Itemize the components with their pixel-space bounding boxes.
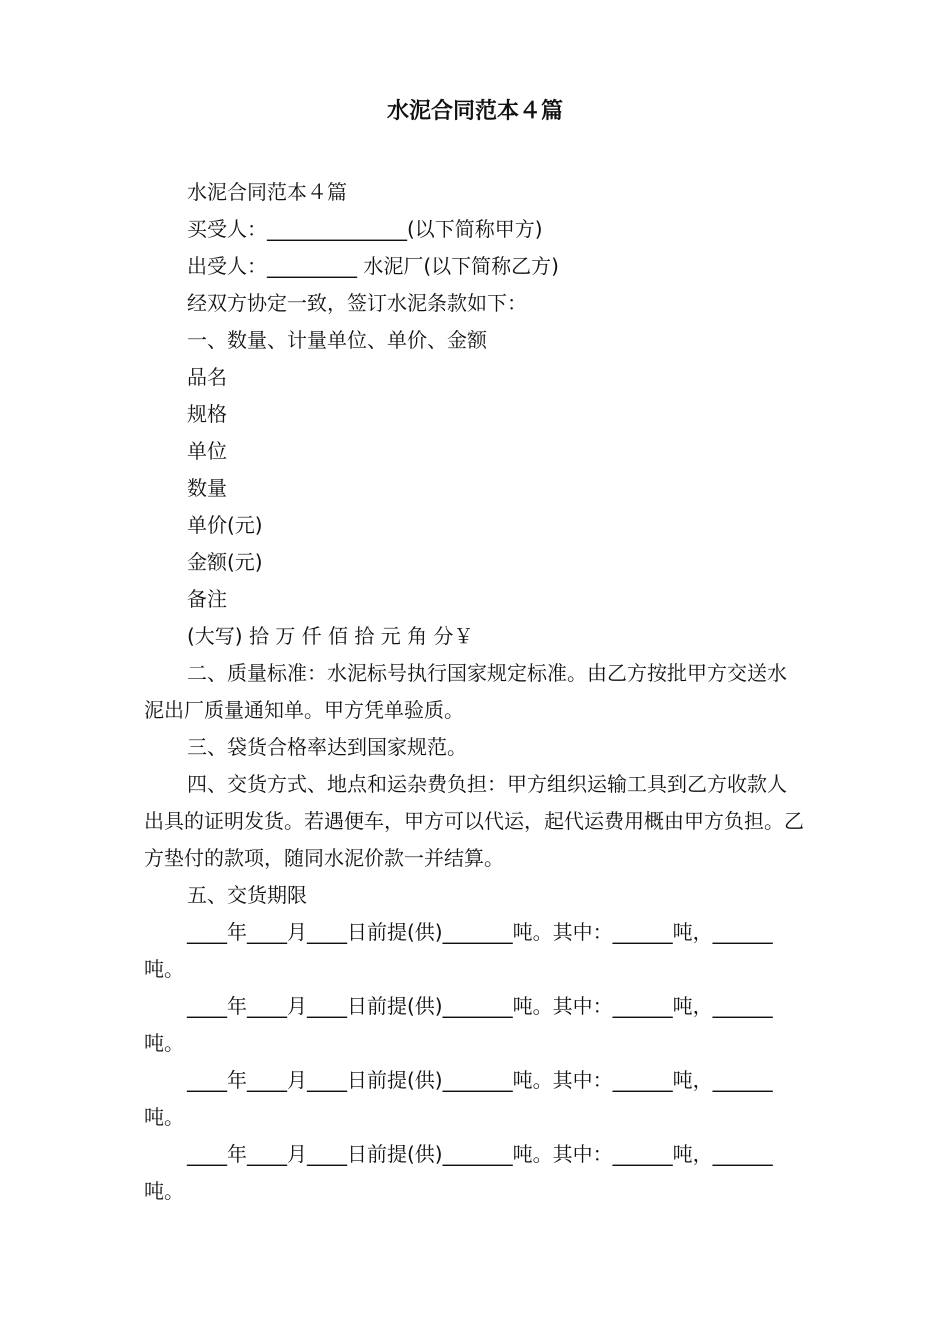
delivery-schedule-line: ____年____月____日前提(供)_______吨。其中：______吨，______吨。	[144, 1068, 773, 1129]
delivery-schedule-line: ____年____月____日前提(供)_______吨。其中：______吨，______吨。	[144, 920, 773, 981]
delivery-schedule-line: ____年____月____日前提(供)_______吨。其中：______吨，______吨。	[144, 994, 773, 1055]
delivery-schedule-line: ____年____月____日前提(供)_______吨。其中：______吨，______吨。	[144, 1142, 773, 1203]
field-quantity: 数量	[187, 476, 227, 500]
section-1-heading: 一、数量、计量单位、单价、金额	[187, 328, 487, 352]
field-unit-price: 单价(元)	[187, 513, 263, 537]
doc-subtitle: 水泥合同范本４篇	[187, 180, 347, 204]
field-unit: 单位	[187, 439, 227, 463]
field-remarks: 备注	[187, 587, 227, 611]
field-amount-in-words: (大写) 拾 万 仟 佰 拾 元 角 分￥	[187, 624, 474, 648]
section-2-quality: 二、质量标准：水泥标号执行国家规定标准。由乙方按批甲方交送水泥出厂质量通知单。甲方凭单验质。	[144, 661, 787, 722]
field-product-name: 品名	[187, 365, 227, 389]
buyer-line: 买受人：______________(以下简称甲方)	[187, 217, 543, 241]
section-4-delivery-method: 四、交货方式、地点和运杂费负担：甲方组织运输工具到乙方收款人出具的证明发货。若遇便车，甲方可以代运，起代运费用概由甲方负担。乙方垫付的款项，随同水泥价款一并结算。	[144, 772, 804, 870]
seller-line: 出受人：_________ 水泥厂(以下简称乙方)	[187, 254, 559, 278]
section-5-heading: 五、交货期限	[187, 883, 307, 907]
field-amount: 金额(元)	[187, 550, 263, 574]
document-title: 水泥合同范本４篇	[386, 99, 563, 124]
field-specification: 规格	[187, 402, 227, 426]
agreement-intro: 经双方协定一致，签订水泥条款如下：	[187, 291, 527, 315]
section-3-bag-rate: 三、袋货合格率达到国家规范。	[187, 735, 467, 759]
